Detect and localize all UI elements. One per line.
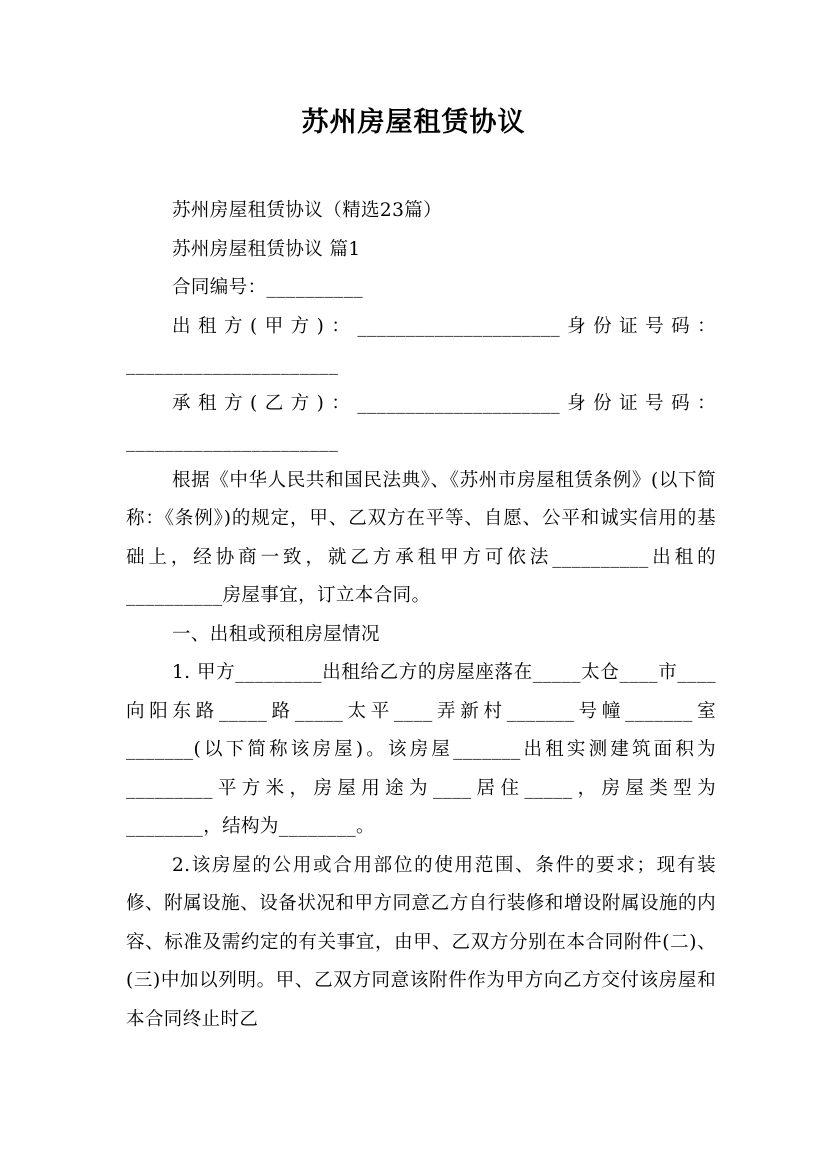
paragraph-chapter-heading: 苏州房屋租赁协议 篇1 — [172, 238, 361, 260]
paragraph-clause-1: 1. 甲方_________出租给乙方的房屋座落在_____太仓____市____向阳东路_____路_____太平____弄新村_______号幢_______室_______(以下简称该房屋)。该房屋_______出租实测建筑面积为_________平方米，房屋用途为____居住_____，房屋类型为________，结构为________。 — [126, 662, 716, 837]
paragraph-preamble: 根据《中华人民共和国民法典》、《苏州市房屋租赁条例》(以下简称：《条例》)的规定，甲、乙双方在平等、自愿、公平和诚实信用的基础上，经协商一致，就乙方承租甲方可依法__________出租的__________房屋事宜，订立本合同。 — [126, 469, 716, 606]
paragraph-contract-number: 合同编号：__________ — [172, 277, 364, 298]
paragraph-lessee: 承租方(乙方)：_____________________身份证号码：______________________ — [126, 392, 716, 452]
document-title: 苏州房屋租赁协议 — [301, 107, 526, 138]
paragraph-subtitle: 苏州房屋租赁协议（精选23篇） — [172, 200, 443, 221]
paragraph-lessor: 出租方(甲方)：_____________________身份证号码：______________________ — [126, 315, 716, 375]
paragraph-clause-2: 2.该房屋的公用或合用部位的使用范围、条件的要求；现有装修、附属设施、设备状况和甲方同意乙方自行装修和增设附属设施的内容、标准及需约定的有关事宜，由甲、乙双方分别在本合同附件(二)、(三)中加以列明。甲、乙双方同意该附件作为甲方向乙方交付该房屋和本合同终止时乙 — [126, 854, 716, 1030]
section-heading-1: 一、出租或预租房屋情况 — [172, 623, 380, 645]
document-body — [126, 192, 716, 1039]
